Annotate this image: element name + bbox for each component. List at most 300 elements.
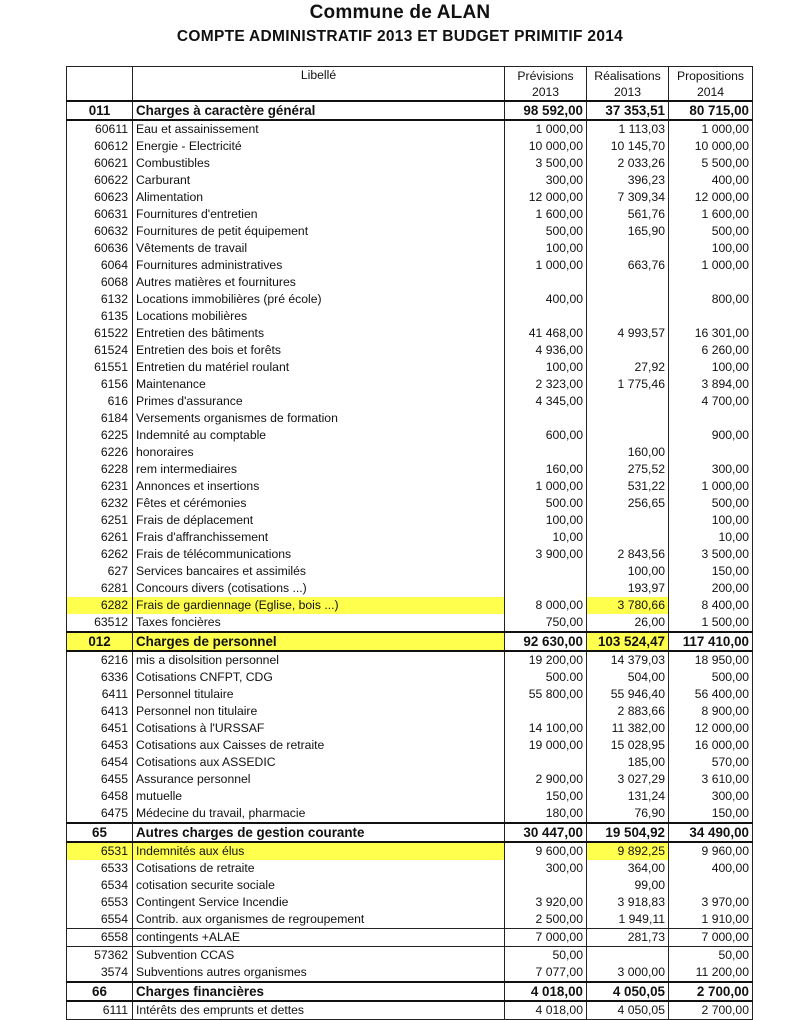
table-row — [67, 155, 753, 172]
realisations-value: 165,90 — [587, 223, 669, 240]
header-code — [67, 67, 133, 85]
account-label: Cotisations à l'URSSAF — [133, 720, 505, 737]
propositions-value: 3 500,00 — [669, 546, 753, 563]
header-realisations-year: 2013 — [587, 84, 669, 101]
previsions-value — [505, 308, 587, 325]
previsions-value: 8 000,00 — [505, 597, 587, 614]
account-label: Energie - Electricité — [133, 138, 505, 155]
section-row — [67, 632, 753, 651]
account-label: Charges de personnel — [133, 632, 505, 651]
propositions-value: 200,00 — [669, 580, 753, 597]
account-code: 6533 — [67, 860, 133, 877]
realisations-value — [587, 947, 669, 965]
table-row — [67, 877, 753, 894]
account-code: 6458 — [67, 788, 133, 805]
propositions-value: 1 000,00 — [669, 257, 753, 274]
propositions-value: 8 900,00 — [669, 703, 753, 720]
realisations-value: 561,76 — [587, 206, 669, 223]
header-propositions-year: 2014 — [669, 84, 753, 101]
account-label: Contrib. aux organismes de regroupement — [133, 911, 505, 929]
account-code: 616 — [67, 393, 133, 410]
table-row — [67, 427, 753, 444]
previsions-value — [505, 580, 587, 597]
account-label: Autres charges de gestion courante — [133, 823, 505, 842]
account-code: 60611 — [67, 120, 133, 138]
account-label: Maintenance — [133, 376, 505, 393]
propositions-value: 3 894,00 — [669, 376, 753, 393]
table-row — [67, 911, 753, 929]
account-code: 6336 — [67, 669, 133, 686]
propositions-value: 9 960,00 — [669, 842, 753, 860]
realisations-value: 364,00 — [587, 860, 669, 877]
account-code: 6231 — [67, 478, 133, 495]
previsions-value: 3 500,00 — [505, 155, 587, 172]
realisations-value: 10 145,70 — [587, 138, 669, 155]
previsions-value: 92 630,00 — [505, 632, 587, 651]
account-code: 6064 — [67, 257, 133, 274]
realisations-value: 3 780,66 — [587, 597, 669, 614]
account-label: Charges à caractère général — [133, 101, 505, 120]
account-label: Locations mobilières — [133, 308, 505, 325]
table-row — [67, 138, 753, 155]
realisations-value — [587, 274, 669, 291]
realisations-value: 99,00 — [587, 877, 669, 894]
account-code: 60623 — [67, 189, 133, 206]
propositions-value: 150,00 — [669, 805, 753, 823]
realisations-value: 1 775,46 — [587, 376, 669, 393]
previsions-value: 2 900,00 — [505, 771, 587, 788]
account-label: Fournitures d'entretien — [133, 206, 505, 223]
previsions-value — [505, 563, 587, 580]
header-realisations: Réalisations — [587, 67, 669, 85]
table-row — [67, 805, 753, 823]
realisations-value: 4 050,05 — [587, 1001, 669, 1020]
table-row — [67, 737, 753, 754]
previsions-value: 30 447,00 — [505, 823, 587, 842]
table-row — [67, 929, 753, 947]
account-code: 6216 — [67, 651, 133, 669]
realisations-value: 19 504,92 — [587, 823, 669, 842]
account-label: Carburant — [133, 172, 505, 189]
table-header — [67, 67, 753, 102]
account-code: 627 — [67, 563, 133, 580]
account-label: Cotisations CNFPT, CDG — [133, 669, 505, 686]
propositions-value: 56 400,00 — [669, 686, 753, 703]
account-code: 6454 — [67, 754, 133, 771]
previsions-value: 10,00 — [505, 529, 587, 546]
realisations-value: 2 883,66 — [587, 703, 669, 720]
account-code: 6228 — [67, 461, 133, 478]
account-label: Fêtes et cérémonies — [133, 495, 505, 512]
realisations-value: 3 000,00 — [587, 964, 669, 982]
realisations-value: 160,00 — [587, 444, 669, 461]
propositions-value: 800,00 — [669, 291, 753, 308]
previsions-value — [505, 754, 587, 771]
previsions-value: 2 323,00 — [505, 376, 587, 393]
account-code: 61524 — [67, 342, 133, 359]
propositions-value — [669, 410, 753, 427]
previsions-value: 9 600,00 — [505, 842, 587, 860]
account-code: 6132 — [67, 291, 133, 308]
previsions-value — [505, 410, 587, 427]
previsions-value: 4 018,00 — [505, 982, 587, 1001]
realisations-value — [587, 342, 669, 359]
propositions-value: 6 260,00 — [669, 342, 753, 359]
previsions-value: 2 500,00 — [505, 911, 587, 929]
account-code: 6232 — [67, 495, 133, 512]
table-row — [67, 342, 753, 359]
previsions-value: 500.00 — [505, 669, 587, 686]
propositions-value: 100,00 — [669, 359, 753, 376]
propositions-value: 5 500,00 — [669, 155, 753, 172]
table-row — [67, 860, 753, 877]
realisations-value — [587, 512, 669, 529]
table-row — [67, 512, 753, 529]
propositions-value: 900,00 — [669, 427, 753, 444]
propositions-value: 2 700,00 — [669, 1001, 753, 1020]
previsions-value — [505, 703, 587, 720]
previsions-value: 12 000,00 — [505, 189, 587, 206]
account-label: Combustibles — [133, 155, 505, 172]
previsions-value: 180,00 — [505, 805, 587, 823]
account-label: Fournitures administratives — [133, 257, 505, 274]
table-row — [67, 651, 753, 669]
table-row — [67, 842, 753, 860]
previsions-value: 300,00 — [505, 860, 587, 877]
table-row — [67, 308, 753, 325]
previsions-value: 160,00 — [505, 461, 587, 478]
account-code: 60621 — [67, 155, 133, 172]
account-code: 6226 — [67, 444, 133, 461]
account-code: 60632 — [67, 223, 133, 240]
account-code: 6553 — [67, 894, 133, 911]
table-row — [67, 771, 753, 788]
table-row — [67, 597, 753, 614]
table-row — [67, 172, 753, 189]
previsions-value: 100,00 — [505, 359, 587, 376]
account-label: Subvention CCAS — [133, 947, 505, 965]
propositions-value: 12 000,00 — [669, 189, 753, 206]
realisations-value: 37 353,51 — [587, 101, 669, 120]
budget-table — [66, 66, 753, 1020]
table-row — [67, 754, 753, 771]
realisations-value: 9 892,25 — [587, 842, 669, 860]
propositions-value — [669, 308, 753, 325]
table-row — [67, 291, 753, 308]
table-row — [67, 669, 753, 686]
propositions-value: 1 600,00 — [669, 206, 753, 223]
account-code: 6261 — [67, 529, 133, 546]
realisations-value: 4 050,05 — [587, 982, 669, 1001]
realisations-value: 14 379,03 — [587, 651, 669, 669]
account-label: Frais de télécommunications — [133, 546, 505, 563]
table-body — [67, 101, 753, 1020]
propositions-value — [669, 274, 753, 291]
account-code: 6554 — [67, 911, 133, 929]
account-code: 6225 — [67, 427, 133, 444]
account-code: 6262 — [67, 546, 133, 563]
realisations-value: 275,52 — [587, 461, 669, 478]
realisations-value — [587, 529, 669, 546]
account-code: 66 — [67, 982, 133, 1001]
account-code: 60622 — [67, 172, 133, 189]
propositions-value: 300,00 — [669, 788, 753, 805]
realisations-value: 1 113,03 — [587, 120, 669, 138]
propositions-value: 11 200,00 — [669, 964, 753, 982]
previsions-value: 300,00 — [505, 172, 587, 189]
table-row — [67, 223, 753, 240]
propositions-value: 150,00 — [669, 563, 753, 580]
previsions-value — [505, 444, 587, 461]
account-label: Primes d'assurance — [133, 393, 505, 410]
realisations-value: 11 382,00 — [587, 720, 669, 737]
realisations-value — [587, 308, 669, 325]
realisations-value: 2 843,56 — [587, 546, 669, 563]
previsions-value: 4 018,00 — [505, 1001, 587, 1020]
propositions-value: 300,00 — [669, 461, 753, 478]
table-row — [67, 410, 753, 427]
account-label: Médecine du travail, pharmacie — [133, 805, 505, 823]
previsions-value: 7 077,00 — [505, 964, 587, 982]
propositions-value: 1 000,00 — [669, 120, 753, 138]
previsions-value: 98 592,00 — [505, 101, 587, 120]
propositions-value: 7 000,00 — [669, 929, 753, 947]
account-label: Frais d'affranchissement — [133, 529, 505, 546]
table-row — [67, 120, 753, 138]
previsions-value: 10 000,00 — [505, 138, 587, 155]
account-label: Taxes foncières — [133, 614, 505, 632]
account-label: Indemnité au comptable — [133, 427, 505, 444]
account-code: 6251 — [67, 512, 133, 529]
account-label: Alimentation — [133, 189, 505, 206]
account-label: Contingent Service Incendie — [133, 894, 505, 911]
propositions-value — [669, 877, 753, 894]
account-label: Assurance personnel — [133, 771, 505, 788]
table-row — [67, 529, 753, 546]
propositions-value: 3 610,00 — [669, 771, 753, 788]
realisations-value: 4 993,57 — [587, 325, 669, 342]
table-row — [67, 206, 753, 223]
document-title: Commune de ALAN — [309, 2, 491, 23]
account-code: 6413 — [67, 703, 133, 720]
realisations-value — [587, 291, 669, 308]
realisations-value: 281,73 — [587, 929, 669, 947]
account-label: Autres matières et fournitures — [133, 274, 505, 291]
header-propositions: Propositions — [669, 67, 753, 85]
account-label: Intérêts des emprunts et dettes — [133, 1001, 505, 1020]
account-code: 6135 — [67, 308, 133, 325]
account-code: 6184 — [67, 410, 133, 427]
account-label: Cotisations de retraite — [133, 860, 505, 877]
realisations-value: 663,76 — [587, 257, 669, 274]
previsions-value — [505, 877, 587, 894]
realisations-value: 531,22 — [587, 478, 669, 495]
propositions-value: 10,00 — [669, 529, 753, 546]
account-code: 6156 — [67, 376, 133, 393]
table-row — [67, 393, 753, 410]
account-code: 012 — [67, 632, 133, 651]
realisations-value — [587, 393, 669, 410]
previsions-value: 100,00 — [505, 240, 587, 257]
previsions-value: 1 000,00 — [505, 478, 587, 495]
previsions-value: 4 936,00 — [505, 342, 587, 359]
realisations-value: 55 946,40 — [587, 686, 669, 703]
previsions-value: 600,00 — [505, 427, 587, 444]
realisations-value: 100,00 — [587, 563, 669, 580]
account-code: 57362 — [67, 947, 133, 965]
propositions-value: 3 970,00 — [669, 894, 753, 911]
account-code: 60612 — [67, 138, 133, 155]
header-previsions: Prévisions — [505, 67, 587, 85]
table-row — [67, 376, 753, 393]
previsions-value: 4 345,00 — [505, 393, 587, 410]
account-label: Fournitures de petit équipement — [133, 223, 505, 240]
table-row — [67, 580, 753, 597]
propositions-value: 500,00 — [669, 669, 753, 686]
account-code: 6534 — [67, 877, 133, 894]
propositions-value: 1 910,00 — [669, 911, 753, 929]
propositions-value: 10 000,00 — [669, 138, 753, 155]
table-row — [67, 257, 753, 274]
realisations-value: 3 918,83 — [587, 894, 669, 911]
previsions-value: 400,00 — [505, 291, 587, 308]
account-label: Eau et assainissement — [133, 120, 505, 138]
account-label: Entretien des bois et forêts — [133, 342, 505, 359]
account-label: Entretien du matériel roulant — [133, 359, 505, 376]
previsions-value: 100,00 — [505, 512, 587, 529]
header-libelle: Libellé — [133, 67, 505, 102]
account-label: mis a disolsition personnel — [133, 651, 505, 669]
table-row — [67, 720, 753, 737]
header-previsions-year: 2013 — [505, 84, 587, 101]
account-label: Entretien des bâtiments — [133, 325, 505, 342]
previsions-value: 3 920,00 — [505, 894, 587, 911]
account-label: mutuelle — [133, 788, 505, 805]
account-label: Locations immobilières (pré école) — [133, 291, 505, 308]
previsions-value: 750,00 — [505, 614, 587, 632]
table-row — [67, 478, 753, 495]
account-code: 3574 — [67, 964, 133, 982]
account-label: contingents +ALAE — [133, 929, 505, 947]
previsions-value — [505, 274, 587, 291]
previsions-value: 150,00 — [505, 788, 587, 805]
account-code: 6475 — [67, 805, 133, 823]
realisations-value: 76,90 — [587, 805, 669, 823]
previsions-value: 55 800,00 — [505, 686, 587, 703]
account-code: 6455 — [67, 771, 133, 788]
account-code: 65 — [67, 823, 133, 842]
table-row — [67, 495, 753, 512]
propositions-value: 50,00 — [669, 947, 753, 965]
table-row — [67, 325, 753, 342]
propositions-value: 1 500,00 — [669, 614, 753, 632]
realisations-value: 103 524,47 — [587, 632, 669, 651]
propositions-value: 1 000,00 — [669, 478, 753, 495]
propositions-value: 12 000,00 — [669, 720, 753, 737]
document-subtitle: COMPTE ADMINISTRATIF 2013 ET BUDGET PRIMITIF 2014 — [176, 28, 624, 45]
propositions-value: 400,00 — [669, 172, 753, 189]
propositions-value: 16 000,00 — [669, 737, 753, 754]
realisations-value: 15 028,95 — [587, 737, 669, 754]
realisations-value: 131,24 — [587, 788, 669, 805]
realisations-value: 504,00 — [587, 669, 669, 686]
account-code: 011 — [67, 101, 133, 120]
table-row — [67, 444, 753, 461]
propositions-value: 80 715,00 — [669, 101, 753, 120]
account-label: Indemnités aux élus — [133, 842, 505, 860]
account-code: 6281 — [67, 580, 133, 597]
previsions-value: 3 900,00 — [505, 546, 587, 563]
table-row — [67, 614, 753, 632]
account-label: Cotisations aux ASSEDIC — [133, 754, 505, 771]
account-code: 6531 — [67, 842, 133, 860]
table-row — [67, 274, 753, 291]
section-row — [67, 982, 753, 1001]
account-code: 6451 — [67, 720, 133, 737]
account-label: Cotisations aux Caisses de retraite — [133, 737, 505, 754]
table-row — [67, 703, 753, 720]
account-label: rem intermediaires — [133, 461, 505, 478]
table-row — [67, 947, 753, 965]
propositions-value: 500,00 — [669, 495, 753, 512]
account-code: 6111 — [67, 1001, 133, 1020]
section-row — [67, 101, 753, 120]
previsions-value: 1 000,00 — [505, 120, 587, 138]
account-label: Vêtements de travail — [133, 240, 505, 257]
realisations-value: 256,65 — [587, 495, 669, 512]
account-label: Services bancaires et assimilés — [133, 563, 505, 580]
account-code: 63512 — [67, 614, 133, 632]
account-code: 6068 — [67, 274, 133, 291]
propositions-value: 400,00 — [669, 860, 753, 877]
propositions-value: 100,00 — [669, 512, 753, 529]
previsions-value: 1 600,00 — [505, 206, 587, 223]
table-row — [67, 894, 753, 911]
account-code: 6411 — [67, 686, 133, 703]
account-code: 61522 — [67, 325, 133, 342]
previsions-value: 19 000,00 — [505, 737, 587, 754]
account-code: 6453 — [67, 737, 133, 754]
propositions-value: 117 410,00 — [669, 632, 753, 651]
propositions-value: 34 490,00 — [669, 823, 753, 842]
propositions-value: 570,00 — [669, 754, 753, 771]
header-code-2 — [67, 84, 133, 101]
table-row — [67, 563, 753, 580]
account-label: Concours divers (cotisations ...) — [133, 580, 505, 597]
previsions-value: 50,00 — [505, 947, 587, 965]
table-row — [67, 240, 753, 257]
propositions-value: 100,00 — [669, 240, 753, 257]
previsions-value: 500,00 — [505, 223, 587, 240]
realisations-value: 396,23 — [587, 172, 669, 189]
account-label: Personnel non titulaire — [133, 703, 505, 720]
propositions-value: 8 400,00 — [669, 597, 753, 614]
account-code: 6558 — [67, 929, 133, 947]
previsions-value: 500.00 — [505, 495, 587, 512]
propositions-value: 2 700,00 — [669, 982, 753, 1001]
section-row — [67, 823, 753, 842]
account-label: Versements organismes de formation — [133, 410, 505, 427]
realisations-value — [587, 240, 669, 257]
propositions-value: 4 700,00 — [669, 393, 753, 410]
table-row — [67, 788, 753, 805]
realisations-value: 26,00 — [587, 614, 669, 632]
realisations-value: 193,97 — [587, 580, 669, 597]
account-code: 6282 — [67, 597, 133, 614]
account-label: Subventions autres organismes — [133, 964, 505, 982]
realisations-value: 3 027,29 — [587, 771, 669, 788]
previsions-value: 14 100,00 — [505, 720, 587, 737]
